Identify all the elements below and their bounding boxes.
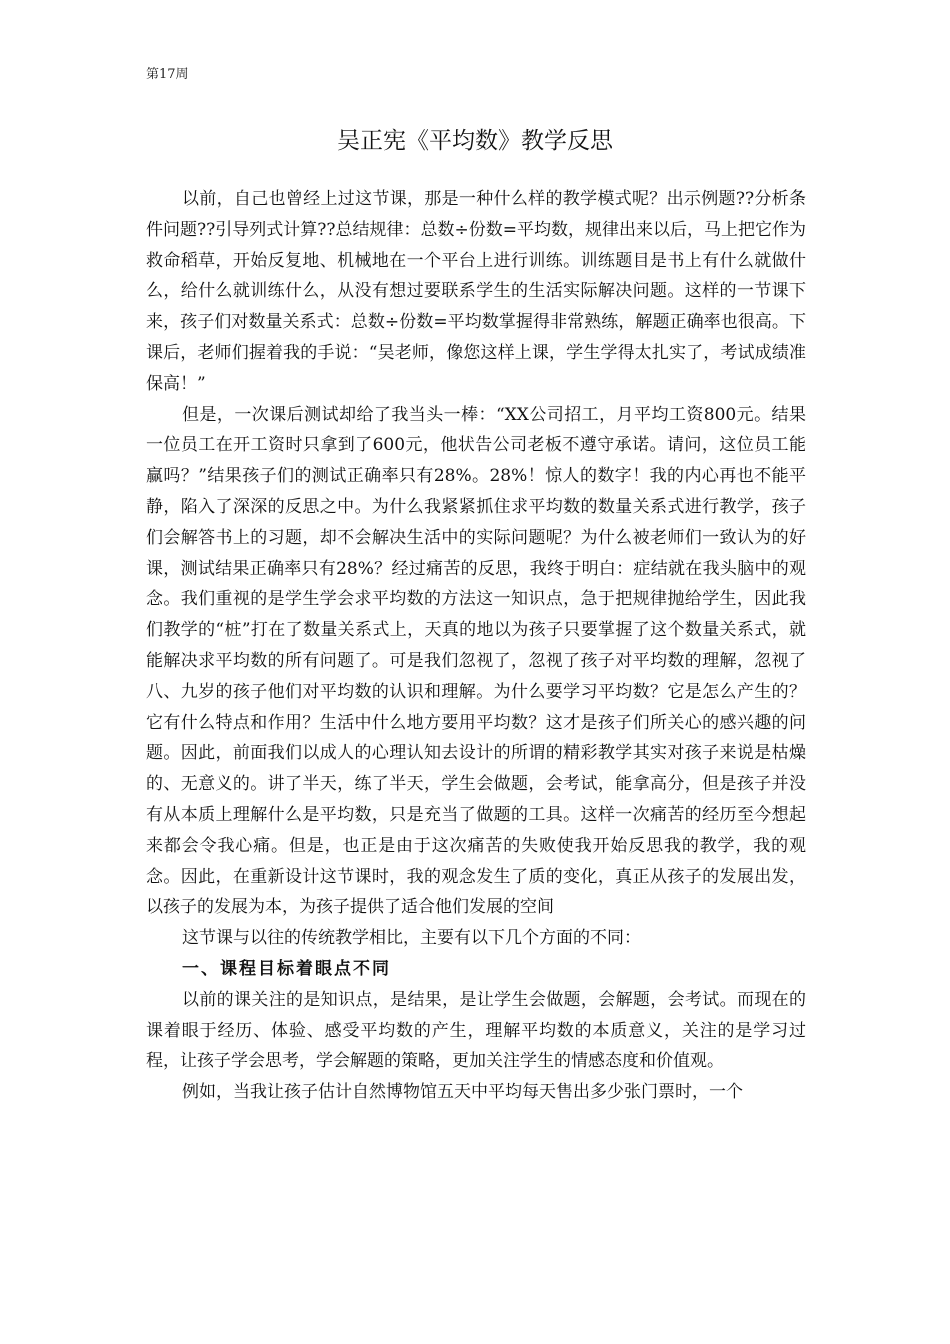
page-header-week: 第17周 <box>146 67 189 82</box>
paragraph-goals: 以前的课关注的是知识点，是结果，是让学生会做题，会解题，会考试。而现在的课着眼于经历、体验、感受平均数的产生，理解平均数的本质意义，关注的是学习过程，让孩子学会思考，学会解题的策略，更加关注学生的情感态度和价值观。 <box>146 989 806 1072</box>
paragraph-reflection: 但是，一次课后测试却给了我当头一棒：“XX公司招工，月平均工资800元。结果一位员工在开工资时只拿到了600元，他状告公司老板不遵守承诺。请问，这位员工能赢吗？”结果孩子们的测试正确率只有28%。28%！惊人的数字！我的内心再也不能平静，陷入了深深的反思之中。为什么我紧紧抓住求平均数的数量关系式进行教学，孩子们会解答书上的习题，却不会解决生活中的实际问题呢？为什么被老师们一致认为的好课，测试结果正确率只有28%？经过痛苦的反思，我终于明白：症结就在我头脑中的观念。我们重视的是学生学会求平均数的方法这一知识点，急于把规律抛给学生，因此我们教学的“桩”打在了数量关系式上，天真的地以为孩子只要掌握了这个数量关系式，就能解决求平均数的所有问题了。可是我们忽视了，忽视了孩子对平均数的理解，忽视了八、九岁的孩子他们对平均数的认识和理解。为什么要学习平均数？它是怎么产生的？它有什么特点和作用？生活中什么地方要用平均数？这才是孩子们所关心的感兴趣的问题。因此，前面我们以成人的心理认知去设计的所谓的精彩教学其实对孩子来说是枯燥的、无意义的。讲了半天，练了半天，学生会做题，会考试，能拿高分，但是孩子并没有从本质上理解什么是平均数，只是充当了做题的工具。这样一次痛苦的经历至今想起来都会令我心痛。但是，也正是由于这次痛苦的失败使我开始反思我的教学，我的观念。因此，在重新设计这节课时，我的观念发生了质的变化，真正从孩子的发展出发，以孩子的发展为本，为孩子提供了适合他们发展的空间 <box>146 404 806 918</box>
paragraph-example: 例如，当我让孩子估计自然博物馆五天中平均每天售出多少张门票时，一个 <box>182 1082 743 1103</box>
section-heading: 一、课程目标着眼点不同 <box>182 958 391 979</box>
paragraph-intro: 以前，自己也曾经上过这节课，那是一种什么样的教学模式呢？出示例题??分析条件问题??引导列式计算??总结规律：总数÷份数=平均数，规律出来以后，马上把它作为救命稻草，开始反复地、机械地在一个平台上进行训练。训练题目是书上有什么就做什么，给什么就训练什么，从没有想过要联系学生的生活实际解决问题。这样的一节课下来，孩子们对数量关系式：总数÷份数=平均数掌握得非常熟练，解题正确率也很高。下课后，老师们握着我的手说：“吴老师，像您这样上课，学生学得太扎实了，考试成绩准保高！” <box>146 189 806 394</box>
document-title: 吴正宪《平均数》教学反思 <box>337 128 613 154</box>
document-body <box>146 184 806 1108</box>
paragraph-comparison: 这节课与以往的传统教学相比，主要有以下几个方面的不同： <box>182 928 641 949</box>
